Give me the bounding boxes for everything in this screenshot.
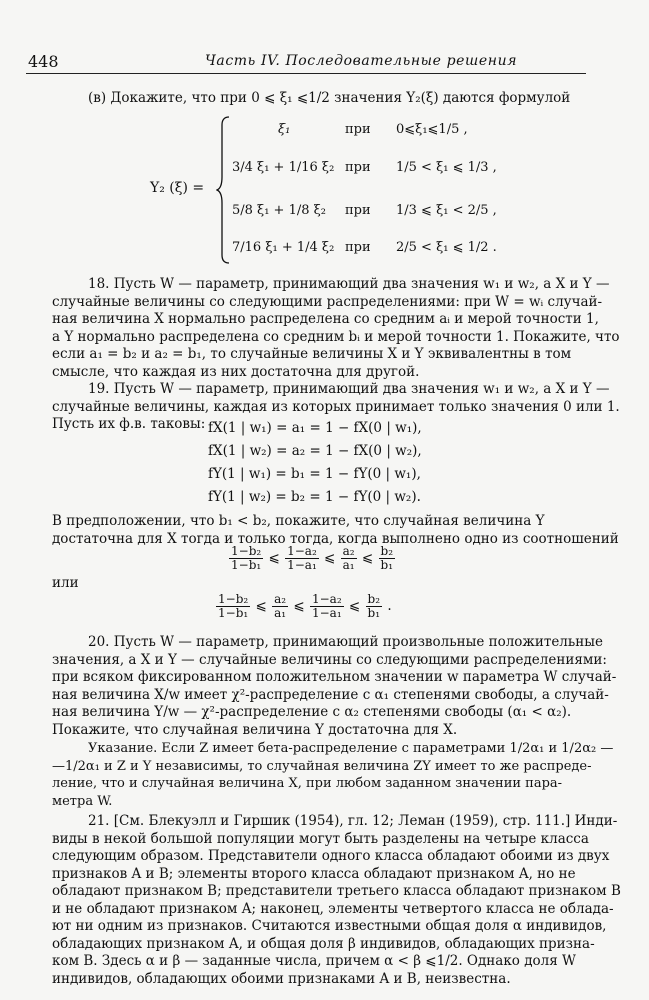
part-v-intro: (в) Докажите, что при 0 ⩽ ξ₁ ⩽1/2 значения Υ₂(ξ) даются формулой <box>88 90 571 106</box>
case-2-cond: 1/5 < ξ₁ ⩽ 1/3 , <box>396 160 497 175</box>
relation: ⩽ <box>348 598 361 614</box>
problem-18 <box>52 276 620 381</box>
p18-line: ная величина X нормально распределена со средним aᵢ и мерой точности 1, <box>52 311 599 327</box>
p18-line: случайные величины со следующими распределениями: при W = wᵢ случай- <box>52 293 603 310</box>
p20-line: при всяком фиксированном положительном значении w параметра W случай- <box>52 669 617 685</box>
p21-line: индивидов, обладающих обоими признаками A и B, неизвестна. <box>52 970 511 987</box>
p21-line: и не обладают признаком A; наконец, элементы четвертого класса не облада- <box>52 900 614 917</box>
fraction: $\frac{\text{a₂}}{\text{a₁}}$ <box>274 592 287 620</box>
p19b-line: достаточна для X тогда и только тогда, когда выполнено одно из соотношений <box>52 530 619 547</box>
fraction: $\frac{\text{b₂}}{\text{b₁}}$ <box>380 544 394 572</box>
running-title: Часть IV. Последовательные решения <box>205 53 518 69</box>
p19-eq-1: fX(1 | w₁) = a₁ = 1 − fX(0 | w₁), <box>208 420 422 436</box>
formula-lhs: Υ₂ (ξ) = <box>150 180 205 196</box>
p21-line: ют ни одним из признаков. Считаются известными общая доля α индивидов, <box>52 918 607 934</box>
p21-line: обладающих признаком A, и общая доля β индивидов, обладающих призна- <box>52 935 595 952</box>
p21-line: признаков A и B; элементы второго класса обладают признаком A, но не <box>52 865 576 882</box>
fraction: $\frac{\text{1−b₂}}{\text{1−b₁}}$ <box>218 592 249 620</box>
header-rule <box>26 73 586 74</box>
fraction: $\frac{\text{b₂}}{\text{b₁}}$ <box>367 592 381 620</box>
hint-line: ление, что и случайная величина X, при любом заданном значении пара- <box>52 776 563 791</box>
p19-line: 19. Пусть W — параметр, принимающий два значения w₁ и w₂, а X и Y — <box>88 381 610 397</box>
p21-line: виды в некой большой популяции могут быть разделены на четыре класса <box>52 830 589 847</box>
p18-line: если a₁ = b₂ и a₂ = b₁, то случайные величины X и Y эквивалентны в том <box>52 346 572 362</box>
relation: ⩽ <box>293 598 305 614</box>
p21-line: ком B. Здесь α и β — заданные числа, причем α < β ⩽1/2. Однако доля W <box>52 953 576 969</box>
problem-21 <box>52 813 621 988</box>
hint-line: метра W. <box>52 793 113 809</box>
p20-line: 20. Пусть W — параметр, принимающий произвольные положительные <box>88 634 603 650</box>
p19-eq-3: fY(1 | w₁) = b₁ = 1 − fY(0 | w₁), <box>208 466 421 482</box>
case-3-pri: при <box>345 203 371 218</box>
case-row-1 <box>278 122 290 137</box>
case-4-cond: 2/5 < ξ₁ ⩽ 1/2 . <box>396 240 497 255</box>
case-4-pri: при <box>345 240 371 255</box>
p20-line: ная величина Y/w — χ²-распределение с α₂ степенями свободы (α₁ < α₂). <box>52 704 572 720</box>
left-brace-icon <box>216 115 230 265</box>
p18-line: а Y нормально распределена со средним bᵢ и мерой точности 1. Покажите, что <box>52 328 620 345</box>
case-1-pri: при <box>345 122 371 137</box>
or-word: или <box>52 575 79 591</box>
p21-line: следующим образом. Представители одного класса обладают обоими из двух <box>52 848 610 864</box>
relation: ⩽ <box>255 598 267 614</box>
relation: ⩽ <box>361 550 374 566</box>
p19b-line: В предположении, что b₁ < b₂, покажите, что случайная величина Y <box>52 513 545 529</box>
hint-line: Указание. Если Z имеет бета-распределение с параметрами 1/2α₁ и 1/2α₂ — <box>88 741 614 756</box>
case-3-cond: 1/3 ⩽ ξ₁ < 2/5 , <box>396 203 497 218</box>
fraction: $\frac{\text{1−a₂}}{\text{1−a₁}}$ <box>311 592 342 620</box>
p19-eq-2: fX(1 | w₂) = a₂ = 1 − fX(0 | w₂), <box>208 443 422 459</box>
problem-20 <box>52 634 617 739</box>
p19-line: Пусть их ф.в. таковы: <box>52 416 206 432</box>
case-3-expr: 5/8 ξ₁ + 1/8 ξ₂ <box>232 203 327 218</box>
p18-line: смысле, что каждая из них достаточна для другой. <box>52 363 420 380</box>
case-2-expr: 3/4 ξ₁ + 1/16 ξ₂ <box>232 160 335 175</box>
p21-line: 21. [См. Блекуэлл и Гиршик (1954), гл. 12; Леман (1959), стр. 111.] Инди- <box>88 813 618 829</box>
p19-eq-4: fY(1 | w₂) = b₂ = 1 − fY(0 | w₂). <box>208 489 421 505</box>
case-1-expr: ξ₁ <box>278 122 291 137</box>
p20-line: Покажите, что случайная величина Y достаточна для X. <box>52 721 458 738</box>
p20-line: значения, а X и Y — случайные величины со следующими распределениями: <box>52 651 607 668</box>
fraction: $\frac{\text{1−b₂}}{\text{1−b₁}}$ <box>231 544 262 572</box>
p20-line: ная величина X/w имеет χ²-распределение с α₁ степенями свободы, а случай- <box>52 686 609 703</box>
relation: ⩽ <box>324 550 336 566</box>
p21-line: обладают признаком B; представители третьего класса обладают признаком B <box>52 883 621 899</box>
case-4-expr: 7/16 ξ₁ + 1/4 ξ₂ <box>232 240 335 255</box>
relation: ⩽ <box>268 550 280 566</box>
case-1-cond: 0⩽ξ₁⩽1/5 , <box>396 122 468 137</box>
case-2-pri: при <box>345 160 371 175</box>
hint <box>52 740 614 810</box>
period: . <box>387 598 392 614</box>
inequality-2 <box>215 593 392 620</box>
fraction: $\frac{\text{a₂}}{\text{a₁}}$ <box>342 544 355 572</box>
p19-line: случайные величины, каждая из которых принимает только значения 0 или 1. <box>52 398 620 415</box>
fraction: $\frac{\text{1−a₂}}{\text{1−a₁}}$ <box>287 544 317 572</box>
problem-19-cont <box>52 513 619 548</box>
page-number: 448 <box>28 52 59 71</box>
hint-line: —1/2α₁ и Z и Y независимы, то случайная величина ZY имеет то же распреде- <box>52 758 592 774</box>
inequality-1 <box>228 545 396 572</box>
p18-line: 18. Пусть W — параметр, принимающий два значения w₁ и w₂, а X и Y — <box>88 276 610 292</box>
